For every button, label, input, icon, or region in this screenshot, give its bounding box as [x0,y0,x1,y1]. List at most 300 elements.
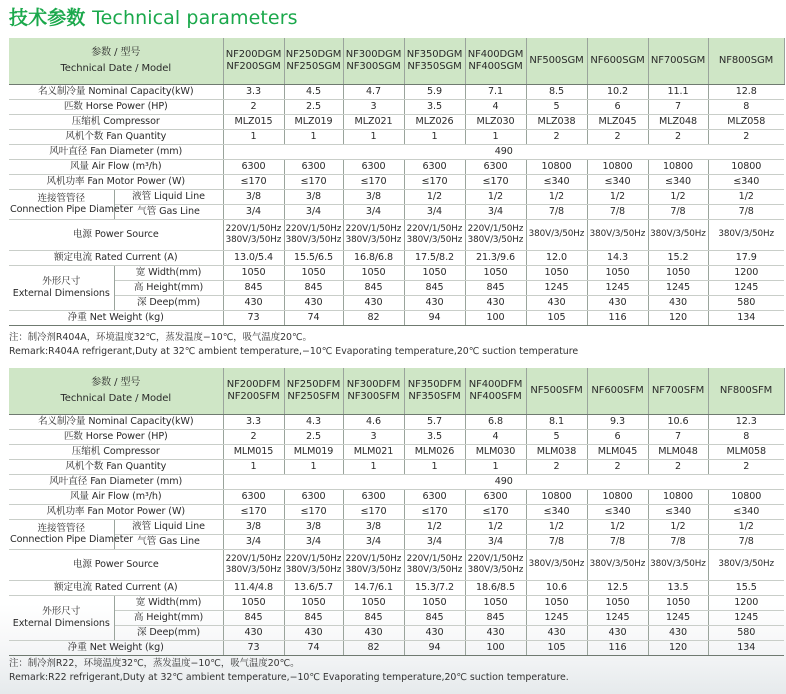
row-fan-diameter [9,144,784,159]
value-cell: 6300 [465,159,526,174]
header-label-cn: 参数 / 型号 [91,46,141,58]
value-cell: 2.5 [284,429,343,444]
value-cell: ≤340 [526,504,587,519]
value-cell: 15.5/6.5 [284,250,343,265]
model-name: NF600SFM [591,385,644,396]
row-compressor [9,444,784,459]
value-cell: 3/4 [343,204,404,219]
remark-en: Remark:R22 refrigerant,Duty at 32℃ ambient temperature,−10℃ Evaporating temperature,20℃ suction temperature. [9,672,569,683]
row-height [9,610,784,625]
value-cell: 7.1 [465,84,526,99]
model-header [587,368,648,414]
value-cell: 3/8 [223,189,284,204]
group-label-en: External Dimensions [12,287,110,299]
value-cell: 1050 [284,265,343,280]
value-cell: 1 [284,459,343,474]
row-depth [9,625,784,640]
power-line: 220V/1/50Hz [225,224,282,235]
model-name: NF350SGM [407,60,462,72]
value-cell: MLM019 [284,444,343,459]
sub-label: 气管 Gas Line [114,534,223,549]
value-cell: 1050 [526,265,587,280]
row-label: 风机功率 Fan Motor Power (W) [9,174,223,189]
row-horse-power [9,429,784,444]
value-cell: 3/4 [465,204,526,219]
remark-cn: 注：制冷剂R22，环境温度32℃，蒸发温度−10℃，吸气温度20℃。 [9,658,300,669]
spec-table-r404a [9,38,785,326]
value-cell: 1245 [648,280,708,295]
value-cell: 7/8 [708,534,784,549]
value-cell: 6 [587,99,648,114]
value-cell: 1/2 [404,519,465,534]
row-label: 风量 Air Flow (m³/h) [9,489,223,504]
value-cell: 6300 [465,489,526,504]
value-cell: ≤340 [648,504,708,519]
header-label [9,368,223,414]
model-name: NF500SFM [530,385,583,396]
value-cell: 8 [708,99,784,114]
value-cell: 1245 [648,610,708,625]
value-cell: 2 [223,429,284,444]
value-cell [284,219,343,250]
value-cell: 1245 [587,610,648,625]
value-cell: 4 [465,429,526,444]
value-cell: 1 [343,129,404,144]
power-line: 380V/3/50Hz [406,234,463,245]
value-cell [587,219,648,250]
model-name: NF600SGM [590,55,645,66]
power-line: 380V/3/50Hz [528,559,585,570]
value-cell: 10.6 [648,414,708,429]
value-cell: 1245 [526,280,587,295]
model-header [526,368,587,414]
power-line: 220V/1/50Hz [345,224,402,235]
value-cell: 11.4/4.8 [223,580,284,595]
page-title-en: Technical parameters [92,7,298,29]
row-width [9,595,784,610]
value-cell: 5.7 [404,414,465,429]
power-line: 380V/3/50Hz [589,229,646,240]
row-power-source [9,219,784,250]
value-cell: 73 [223,640,284,655]
model-header [465,368,526,414]
value-cell: 2 [708,459,784,474]
row-net-weight [9,640,784,655]
value-cell: 1050 [223,595,284,610]
value-cell: 1050 [284,595,343,610]
value-cell: 580 [708,625,784,640]
value-cell: 13.0/5.4 [223,250,284,265]
value-cell: 100 [465,640,526,655]
value-cell: 21.3/9.6 [465,250,526,265]
value-cell: 17.5/8.2 [404,250,465,265]
value-cell: 8.1 [526,414,587,429]
value-cell: 10800 [587,489,648,504]
value-cell: 10800 [648,159,708,174]
value-cell: 10800 [648,489,708,504]
model-name: NF250DFM [286,379,341,391]
value-cell: 15.2 [648,250,708,265]
value-cell: 1 [404,459,465,474]
value-cell [465,219,526,250]
value-cell: 3.3 [223,414,284,429]
model-header [343,38,404,84]
value-cell: 74 [284,310,343,325]
value-cell: 8.5 [526,84,587,99]
value-cell: 1/2 [708,189,784,204]
value-cell [526,549,587,580]
value-cell: ≤170 [404,504,465,519]
model-header [284,38,343,84]
spec-table-r22 [9,368,785,656]
row-air-flow [9,159,784,174]
value-cell: 1245 [587,280,648,295]
value-cell: 94 [404,640,465,655]
value-cell: ≤170 [465,504,526,519]
value-cell: 120 [648,310,708,325]
value-cell [708,549,784,580]
value-cell: 6300 [284,159,343,174]
value-cell: 580 [708,295,784,310]
row-label: 风机功率 Fan Motor Power (W) [9,504,223,519]
value-cell [223,219,284,250]
value-cell: 82 [343,310,404,325]
value-cell: 3/4 [343,534,404,549]
value-cell: 105 [526,640,587,655]
value-cell: 490 [223,144,784,159]
value-cell: 15.5 [708,580,784,595]
value-cell: 10800 [526,489,587,504]
value-cell: 6300 [223,159,284,174]
value-cell: 845 [284,610,343,625]
model-header [284,368,343,414]
model-name: NF500SGM [529,55,584,66]
power-line: 220V/1/50Hz [345,554,402,565]
value-cell: 1/2 [526,519,587,534]
value-cell [223,549,284,580]
value-cell: 3/8 [284,519,343,534]
model-name: NF350SFM [408,390,461,402]
value-cell: 4.3 [284,414,343,429]
value-cell: 1/2 [587,519,648,534]
page-title-cn: 技术参数 [9,7,86,29]
value-cell: MLM026 [404,444,465,459]
header-row [9,38,784,84]
model-name: NF400DGM [467,49,524,61]
value-cell: 6300 [223,489,284,504]
row-power-source [9,549,784,580]
value-cell: 1050 [343,265,404,280]
value-cell: 1 [465,459,526,474]
model-header [648,38,708,84]
value-cell: ≤340 [708,174,784,189]
model-name: NF250DGM [285,49,342,61]
value-cell: 8 [708,429,784,444]
power-line: 220V/1/50Hz [467,224,524,235]
sub-label: 液管 Liquid Line [114,189,223,204]
value-cell [343,219,404,250]
value-cell: 3.5 [404,99,465,114]
value-cell: 430 [587,295,648,310]
model-name: NF200SFM [227,390,280,402]
model-name: NF350DFM [407,379,462,391]
value-cell: 7 [648,99,708,114]
value-cell: 3/4 [404,534,465,549]
row-label: 风机个数 Fan Quantity [9,459,223,474]
value-cell: MLZ021 [343,114,404,129]
value-cell: 1/2 [708,519,784,534]
value-cell: ≤340 [648,174,708,189]
value-cell: 1200 [708,265,784,280]
value-cell: 430 [465,625,526,640]
row-fan-motor-power [9,504,784,519]
group-label-en: Connection Pipe Diameter [10,534,134,545]
value-cell: ≤340 [587,174,648,189]
model-header [708,38,784,84]
model-header [343,368,404,414]
value-cell: 5.9 [404,84,465,99]
value-cell [284,549,343,580]
value-cell: 13.5 [648,580,708,595]
value-cell: ≤170 [465,174,526,189]
value-cell: 16.8/6.8 [343,250,404,265]
value-cell: 1050 [465,265,526,280]
value-cell: 18.6/8.5 [465,580,526,595]
group-label-cn: 外形尺寸 [42,606,81,618]
value-cell: 1050 [404,265,465,280]
value-cell: MLZ019 [284,114,343,129]
value-cell: 2 [223,99,284,114]
power-line: 380V/3/50Hz [345,564,402,575]
value-cell: 14.3 [587,250,648,265]
group-label-dimensions [9,595,114,640]
model-name: NF200DGM [225,49,282,61]
value-cell: 6300 [284,489,343,504]
row-label: 额定电流 Rated Current (A) [9,250,223,265]
value-cell: 116 [587,640,648,655]
value-cell: ≤340 [708,504,784,519]
value-cell [343,549,404,580]
value-cell: 2.5 [284,99,343,114]
value-cell: 12.0 [526,250,587,265]
value-cell [587,549,648,580]
power-line: 380V/3/50Hz [406,564,463,575]
value-cell: 1/2 [465,519,526,534]
model-name: NF250SFM [287,390,340,402]
power-line: 380V/3/50Hz [528,229,585,240]
value-cell: 1/2 [648,189,708,204]
model-header [648,368,708,414]
value-cell: MLM015 [223,444,284,459]
value-cell: 6300 [404,159,465,174]
model-header [587,38,648,84]
value-cell: MLM045 [587,444,648,459]
row-label: 匹数 Horse Power (HP) [9,99,223,114]
value-cell: 2 [587,459,648,474]
row-height [9,280,784,295]
value-cell: 73 [223,310,284,325]
sub-label: 气管 Gas Line [114,204,223,219]
value-cell [648,219,708,250]
value-cell: 3/4 [223,204,284,219]
value-cell: MLM058 [708,444,784,459]
model-name: NF400SGM [468,60,523,72]
row-label: 压缩机 Compressor [9,114,223,129]
value-cell: 1245 [526,610,587,625]
page-title [9,3,298,30]
value-cell: ≤340 [587,504,648,519]
value-cell: 845 [465,610,526,625]
row-label: 净重 Net Weight (kg) [9,640,223,655]
group-label-en: External Dimensions [12,617,110,629]
value-cell: 4 [465,99,526,114]
value-cell: 1/2 [526,189,587,204]
row-label: 匹数 Horse Power (HP) [9,429,223,444]
value-cell: 2 [648,459,708,474]
header-label-en: Technical Date / Model [60,392,172,404]
value-cell: 1050 [404,595,465,610]
value-cell: 1050 [587,265,648,280]
row-label: 电源 Power Source [9,549,223,580]
value-cell: 105 [526,310,587,325]
value-cell: 10.6 [526,580,587,595]
value-cell [526,219,587,250]
model-name: NF800SFM [719,385,773,396]
value-cell: 94 [404,310,465,325]
value-cell [404,549,465,580]
value-cell: 1/2 [587,189,648,204]
value-cell [648,549,708,580]
value-cell: ≤170 [343,174,404,189]
row-label: 压缩机 Compressor [9,444,223,459]
header-label-cn: 参数 / 型号 [91,376,141,388]
row-horse-power [9,99,784,114]
row-air-flow [9,489,784,504]
value-cell: 7/8 [526,204,587,219]
header-label-en: Technical Date / Model [60,62,172,74]
sub-label: 高 Height(mm) [114,280,223,295]
row-liquid-line [9,189,784,204]
value-cell: 1 [223,459,284,474]
value-cell: ≤340 [526,174,587,189]
value-cell: 3 [343,429,404,444]
row-nominal-capacity [9,84,784,99]
value-cell: 1 [284,129,343,144]
group-label-en: Connection Pipe Diameter [10,204,134,215]
value-cell: 1200 [708,595,784,610]
row-label: 名义制冷量 Nominal Capacity(kW) [9,84,223,99]
power-line: 380V/3/50Hz [225,564,282,575]
group-label-cn: 连接管管径 [37,522,85,534]
value-cell: ≤170 [223,174,284,189]
value-cell: 134 [708,640,784,655]
value-cell: 1245 [708,280,784,295]
value-cell: 134 [708,310,784,325]
value-cell: 845 [223,610,284,625]
value-cell: 14.7/6.1 [343,580,404,595]
value-cell: 2 [587,129,648,144]
sub-label: 宽 Width(mm) [114,595,223,610]
value-cell: 116 [587,310,648,325]
row-nominal-capacity [9,414,784,429]
value-cell: 430 [343,295,404,310]
power-line: 380V/3/50Hz [650,559,706,570]
power-line: 380V/3/50Hz [718,559,775,570]
model-header [465,38,526,84]
value-cell: MLM021 [343,444,404,459]
value-cell: 490 [223,474,784,489]
power-line: 220V/1/50Hz [225,554,282,565]
power-line: 220V/1/50Hz [285,224,342,235]
value-cell: 430 [223,295,284,310]
row-fan-motor-power [9,174,784,189]
value-cell: 1/2 [648,519,708,534]
model-name: NF700SGM [650,55,706,66]
power-line: 380V/3/50Hz [718,229,775,240]
remark-cn: 注：制冷剂R404A，环境温度32℃，蒸发温度−10℃，吸气温度20℃。 [9,332,312,343]
group-label-cn: 连接管管径 [37,192,85,204]
power-line: 220V/1/50Hz [406,224,463,235]
value-cell: 3.5 [404,429,465,444]
row-liquid-line [9,519,784,534]
value-cell: 3/4 [284,534,343,549]
value-cell: 3/4 [223,534,284,549]
header-label [9,38,223,84]
value-cell: 430 [648,295,708,310]
value-cell: 10.2 [587,84,648,99]
model-header [223,38,284,84]
power-line: 380V/3/50Hz [650,229,706,240]
row-compressor [9,114,784,129]
value-cell: 845 [404,610,465,625]
value-cell: 17.9 [708,250,784,265]
value-cell: 2 [648,129,708,144]
value-cell: 430 [587,625,648,640]
power-line: 380V/3/50Hz [285,234,342,245]
value-cell: 10800 [708,489,784,504]
value-cell: 3/4 [465,534,526,549]
power-line: 220V/1/50Hz [406,554,463,565]
model-name: NF300SGM [346,60,401,72]
value-cell: 9.3 [587,414,648,429]
row-fan-quantity [9,129,784,144]
value-cell: 430 [465,295,526,310]
power-line: 220V/1/50Hz [285,554,342,565]
value-cell: 3/8 [343,519,404,534]
value-cell: 4.7 [343,84,404,99]
row-rated-current [9,250,784,265]
sub-label: 液管 Liquid Line [114,519,223,534]
value-cell: 13.6/5.7 [284,580,343,595]
value-cell: MLZ048 [648,114,708,129]
power-line: 380V/3/50Hz [467,234,524,245]
value-cell: 845 [343,280,404,295]
model-name: NF200SGM [226,60,281,72]
row-rated-current [9,580,784,595]
row-fan-diameter [9,474,784,489]
sub-label: 高 Height(mm) [114,610,223,625]
value-cell: 430 [404,295,465,310]
value-cell: 4.5 [284,84,343,99]
value-cell: MLZ026 [404,114,465,129]
value-cell: 6 [587,429,648,444]
value-cell: ≤170 [404,174,465,189]
model-name: NF400SFM [469,390,522,402]
power-line: 220V/1/50Hz [467,554,524,565]
value-cell: 5 [526,429,587,444]
row-depth [9,295,784,310]
value-cell: 3/8 [343,189,404,204]
